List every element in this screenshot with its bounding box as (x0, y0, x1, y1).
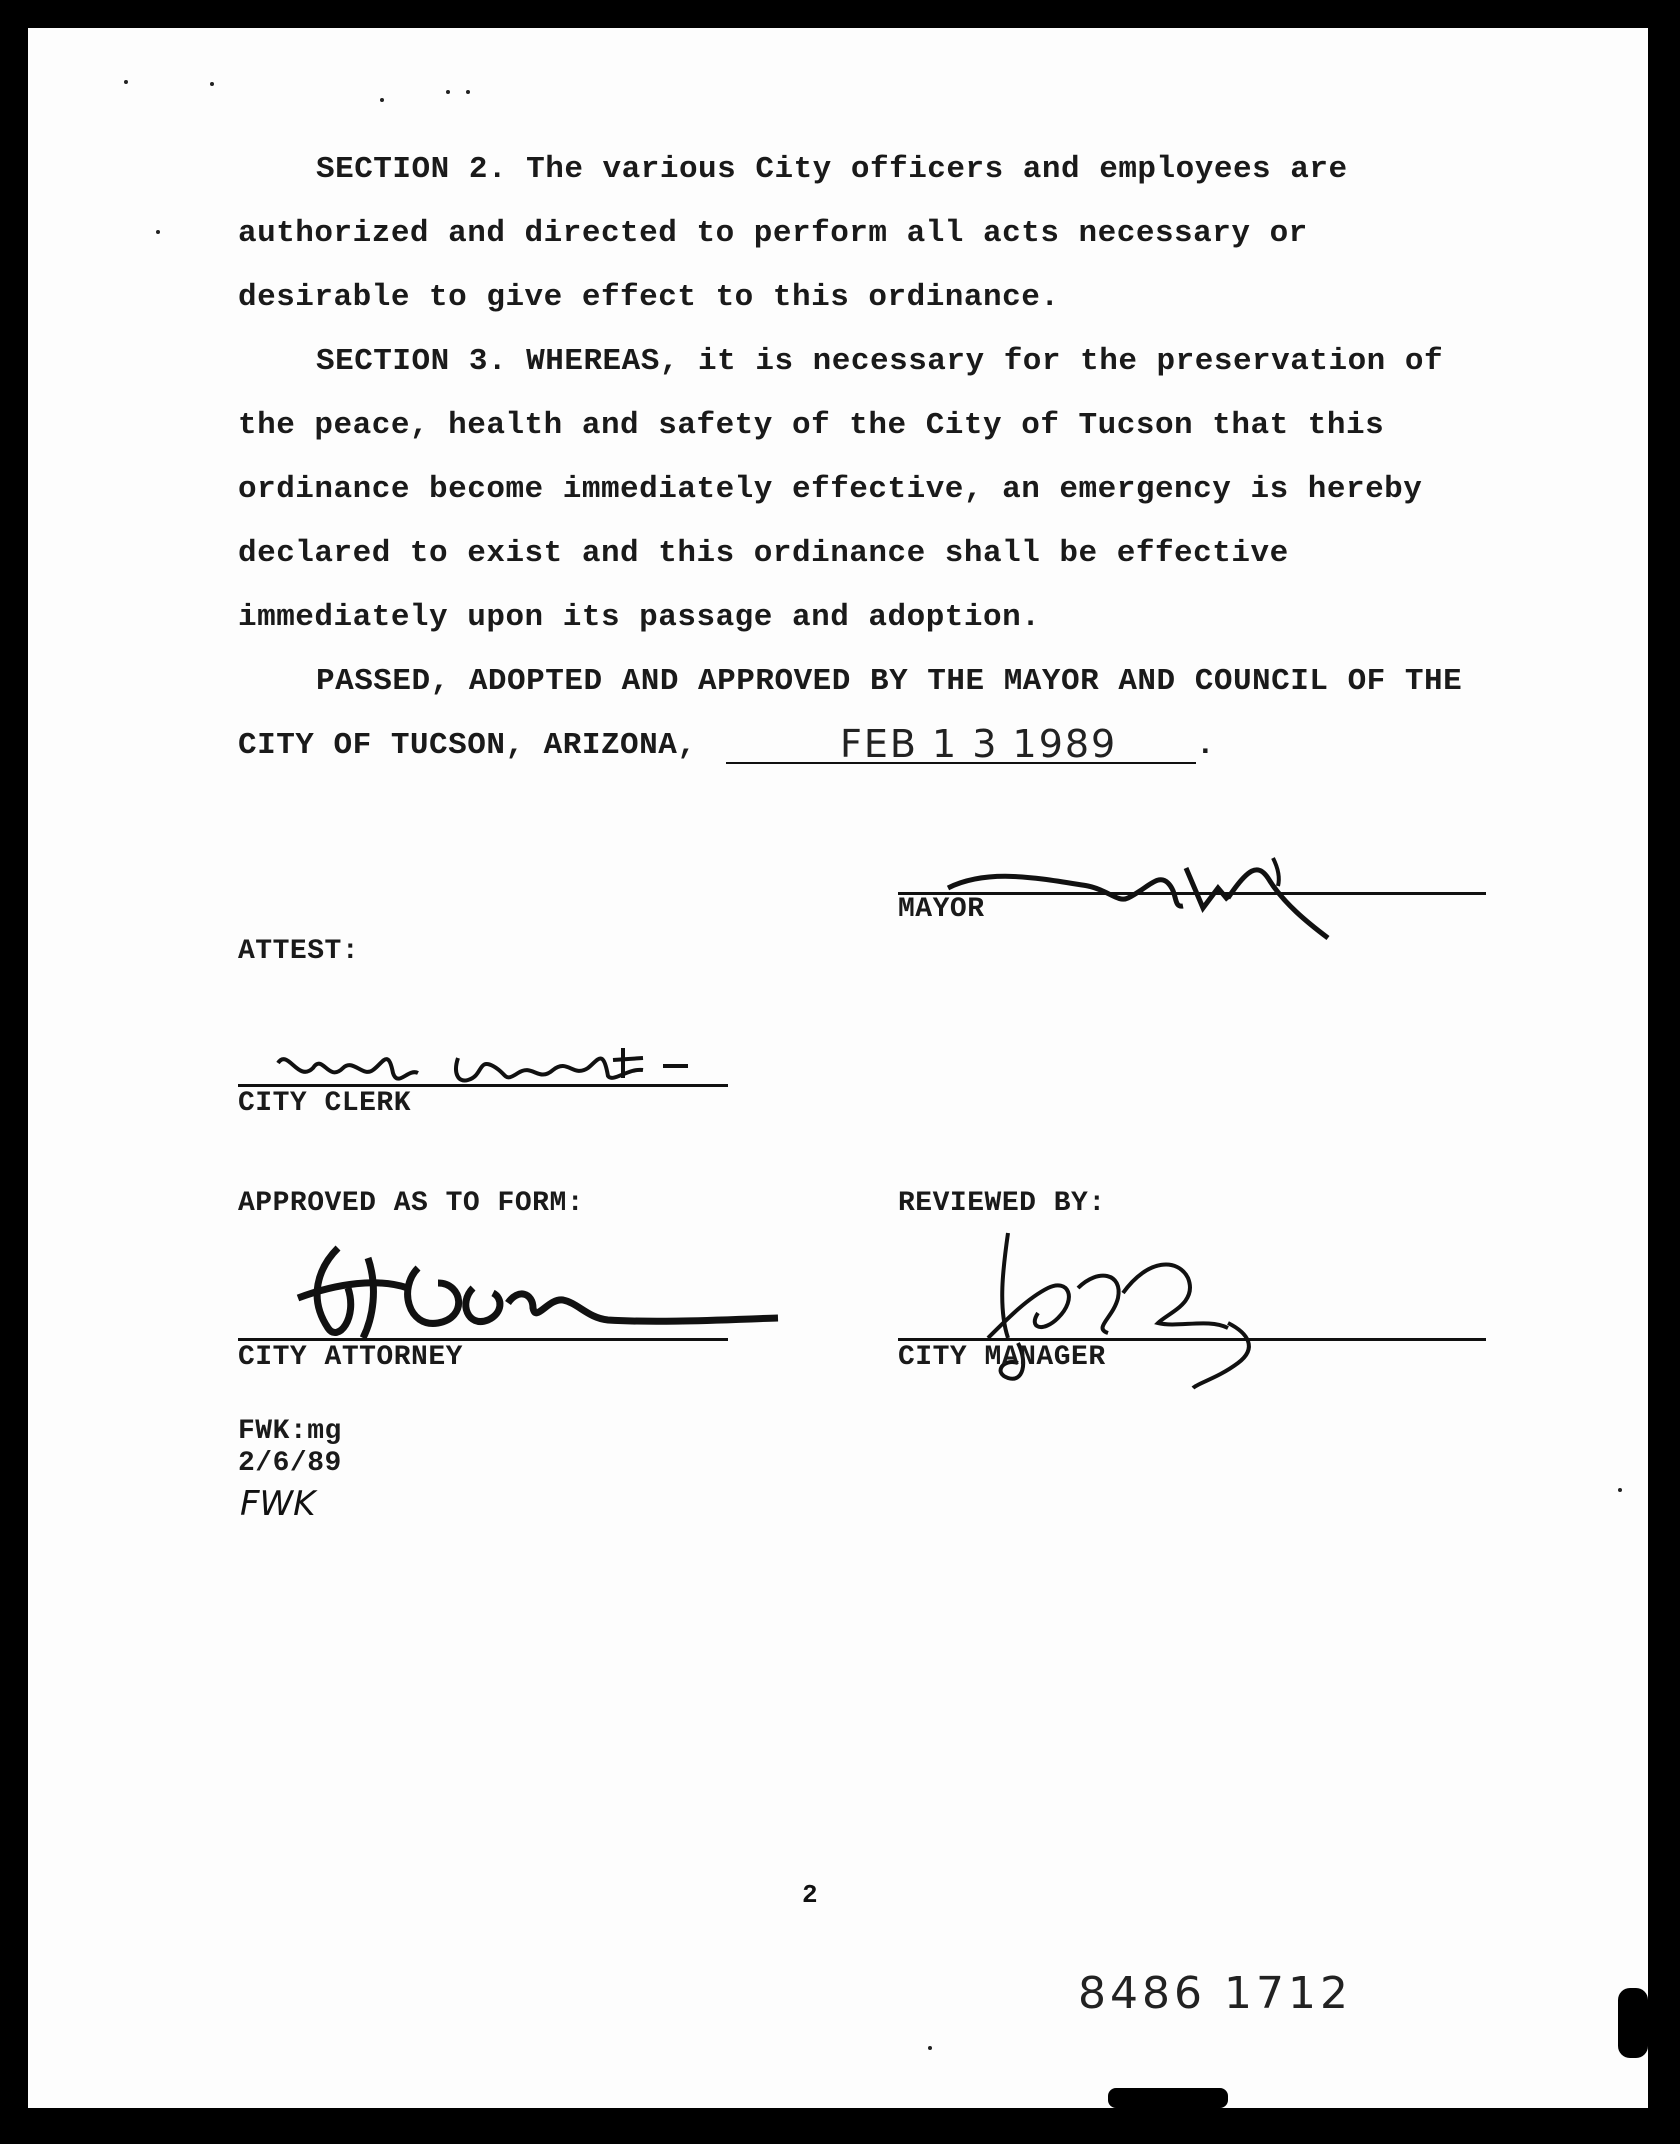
draft-date: 2/6/89 (238, 1448, 342, 1479)
section3-line-4: declared to exist and this ordinance shall be effective (238, 536, 1289, 571)
reviewed-by-label: REVIEWED BY: (898, 1188, 1106, 1219)
section2-line-3: desirable to give effect to this ordinance. (238, 280, 1060, 315)
date-stamp: FEB 1 3 1989 (840, 722, 1118, 766)
city-clerk-label: CITY CLERK (238, 1088, 412, 1119)
document-number: 8486 1712 (1078, 1968, 1352, 2019)
scan-speck (466, 90, 470, 94)
city-manager-label: CITY MANAGER (898, 1342, 1106, 1373)
attest-label: ATTEST: (238, 936, 360, 967)
handwritten-initials: FWK (240, 1484, 316, 1524)
approved-as-to-form-label: APPROVED AS TO FORM: (238, 1188, 585, 1219)
section3-line-1: SECTION 3. WHEREAS, it is necessary for the preservation of (316, 344, 1444, 379)
section2-line-2: authorized and directed to perform all acts necessary or (238, 216, 1308, 251)
passed-line-1: PASSED, ADOPTED AND APPROVED BY THE MAYOR AND COUNCIL OF THE (316, 664, 1463, 699)
scan-speck (210, 82, 214, 86)
scan-speck (928, 2046, 932, 2050)
scan-edge-noise (1618, 1988, 1648, 2058)
scan-speck (446, 90, 450, 94)
scan-speck (380, 98, 384, 102)
attorney-signature (278, 1228, 798, 1358)
scan-edge-noise (1108, 2088, 1228, 2108)
page-number: 2 (802, 1880, 818, 1910)
mayor-signature (928, 828, 1388, 948)
city-attorney-label: CITY ATTORNEY (238, 1342, 463, 1373)
section3-line-3: ordinance become immediately effective, an emergency is hereby (238, 472, 1423, 507)
scan-speck (1618, 1488, 1622, 1492)
passed-period: . (1196, 728, 1216, 763)
passed-line-2: CITY OF TUCSON, ARIZONA, (238, 728, 697, 763)
mayor-label: MAYOR (898, 894, 985, 925)
scan-speck (124, 80, 128, 84)
typist-initials: FWK:mg (238, 1416, 342, 1447)
section3-line-2: the peace, health and safety of the City of Tucson that this (238, 408, 1385, 443)
scan-speck (156, 230, 160, 234)
section3-line-5: immediately upon its passage and adoption. (238, 600, 1041, 635)
section2-line-1: SECTION 2. The various City officers and employees are (316, 152, 1348, 187)
document-page (28, 28, 1648, 2108)
